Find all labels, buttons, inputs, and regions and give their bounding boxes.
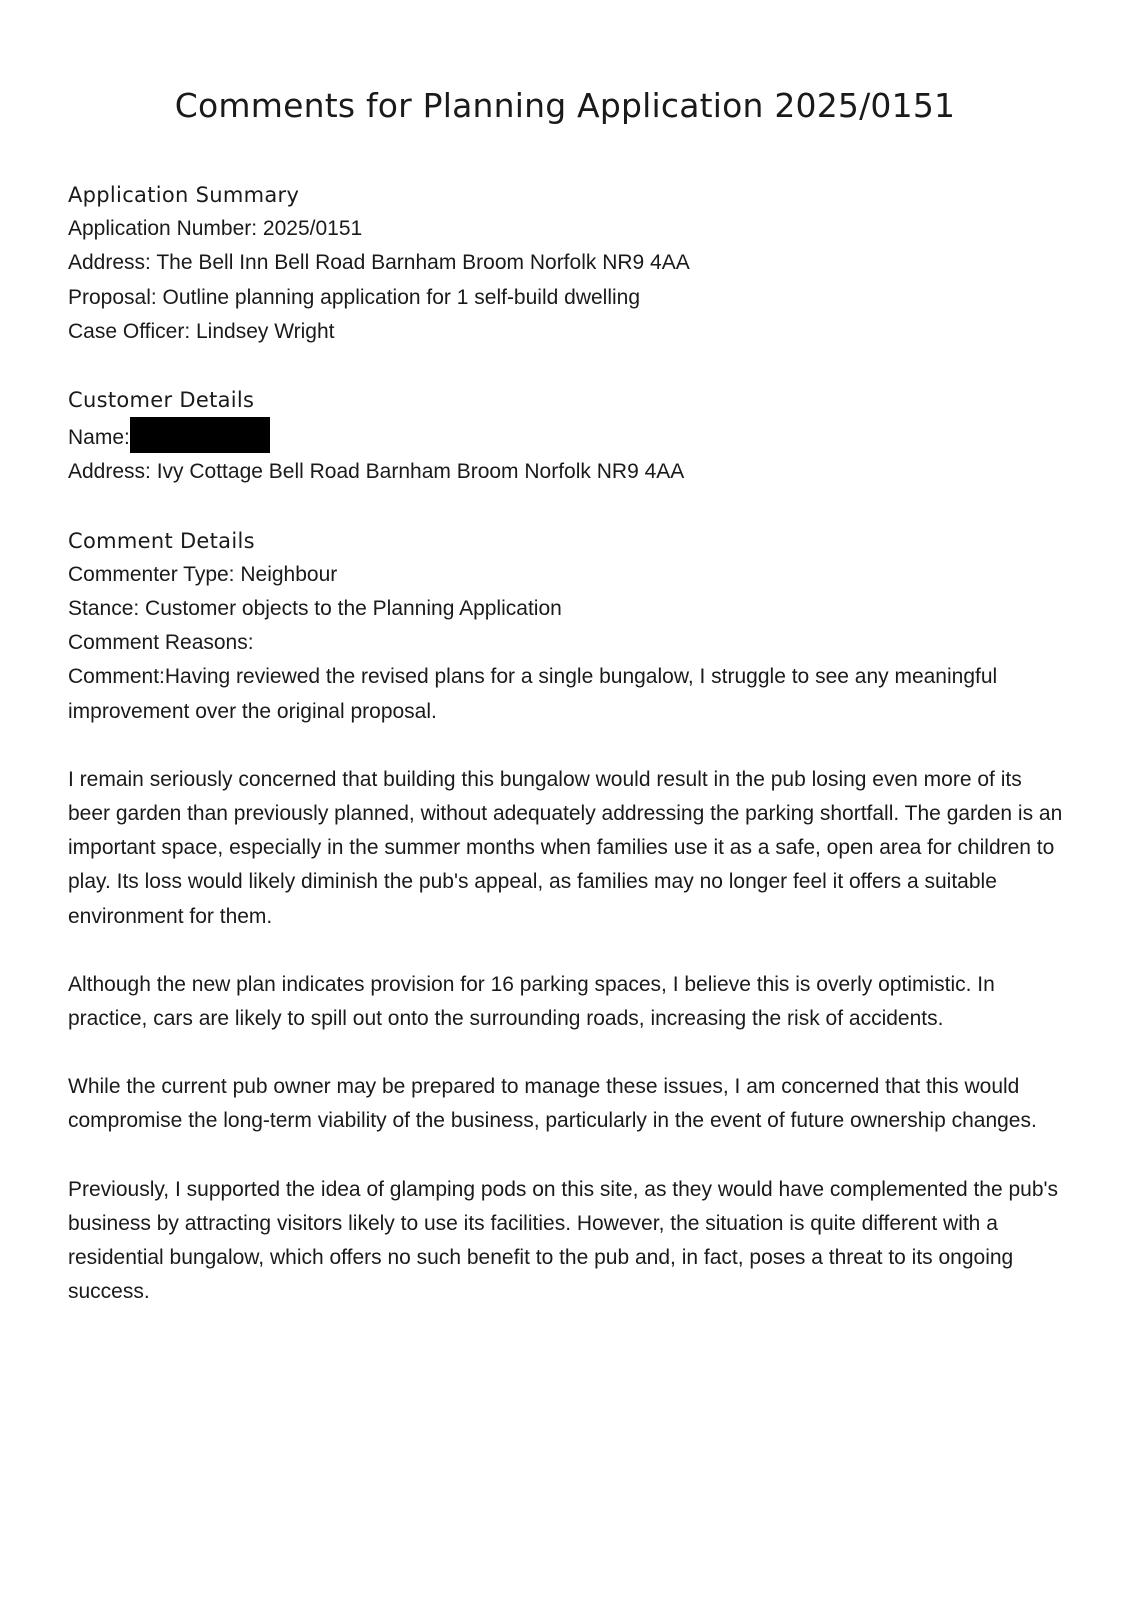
- name-redaction-block: [130, 417, 270, 453]
- customer-details-section: [68, 383, 1068, 490]
- case-officer: Case Officer: Lindsey Wright: [68, 319, 335, 343]
- stance: Stance: Customer objects to the Planning Application: [68, 597, 562, 621]
- customer-name-row: [68, 417, 1068, 455]
- comment-paragraph: I remain seriously concerned that building this bungalow would result in the pub losing even more of its beer garden than previously planned, without adequately addressing the parking shortfall. The garden is an important space, especially in the summer months when families use it as a safe, open area for children to play. Its loss would likely diminish the pub's appeal, as families may no longer feel it offers a suitable environment for them.: [68, 767, 1063, 928]
- application-summary-section: [68, 178, 1068, 349]
- commenter-type: Commenter Type: Neighbour: [68, 562, 338, 586]
- customer-name-label: Name:: [68, 426, 130, 450]
- comment-details-section: [68, 524, 1068, 1310]
- comment-reasons: Comment Reasons:: [68, 631, 254, 655]
- application-number: Application Number: 2025/0151: [68, 217, 363, 241]
- comment-paragraph: Although the new plan indicates provision for 16 parking spaces, I believe this is overly optimistic. In practice, cars are likely to spill out onto the surrounding roads, increasing the risk of accidents.: [68, 972, 995, 1031]
- comment-paragraph: Comment:Having reviewed the revised plans for a single bungalow, I struggle to see any meaningful improvement over the original proposal.: [68, 665, 998, 723]
- document-content: [68, 178, 1068, 1343]
- page-title: Comments for Planning Application 2025/0151: [174, 86, 956, 125]
- application-proposal: Proposal: Outline planning application for 1 self-build dwelling: [68, 285, 641, 309]
- application-address: Address: The Bell Inn Bell Road Barnham Broom Norfolk NR9 4AA: [68, 251, 690, 275]
- application-summary-heading: Application Summary: [68, 183, 300, 207]
- comment-paragraph: Previously, I supported the idea of glamping pods on this site, as they would have complemented the pub's business by attracting visitors likely to use its facilities. However, the situation is quite different with a residential bungalow, which offers no such benefit to the pub and, in fact, poses a threat to its ongoing success.: [68, 1177, 1059, 1304]
- comment-details-heading: Comment Details: [68, 528, 255, 553]
- comment-paragraph: While the current pub owner may be prepared to manage these issues, I am concerned that this would compromise the long-term viability of the business, particularly in the event of future ownership changes.: [68, 1075, 1037, 1133]
- customer-details-heading: Customer Details: [68, 388, 255, 413]
- customer-address: Address: Ivy Cottage Bell Road Barnham Broom Norfolk NR9 4AA: [68, 460, 685, 484]
